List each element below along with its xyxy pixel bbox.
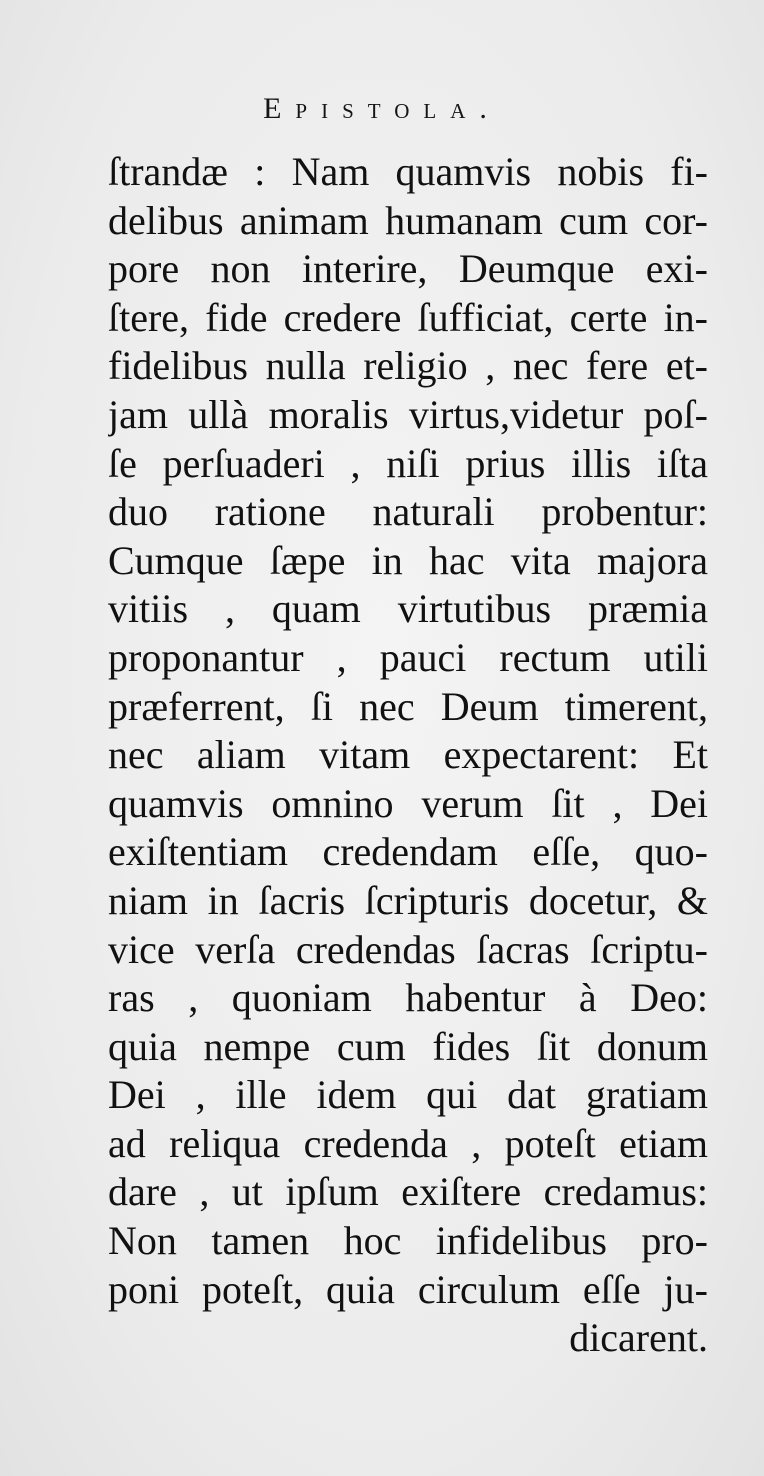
text-line: delibus animam humanam cum cor- bbox=[108, 197, 708, 243]
text-line: nec aliam vitam expectarent: Et bbox=[108, 732, 708, 778]
text-line: vice verſa credendas ſacras ſcriptu- bbox=[108, 926, 708, 972]
text-line: jam ullà moralis virtus,videtur poſ- bbox=[108, 391, 708, 437]
text-line: pore non interire, Deumque exi- bbox=[108, 246, 708, 292]
text-line: poni poteſt, quia circulum eſſe ju- bbox=[108, 1266, 708, 1312]
text-line: fidelibus nulla religio , nec fere et- bbox=[108, 343, 708, 389]
text-line: ſe perſuaderi , niſi prius illis iſta bbox=[108, 440, 708, 486]
text-line: quamvis omnino verum ſit , Dei bbox=[108, 780, 708, 826]
text-line: Cumque ſæpe in hac vita majora bbox=[108, 537, 708, 583]
text-line: proponantur , pauci rectum utili bbox=[108, 634, 708, 680]
text-line: vitiis , quam virtutibus præmia bbox=[108, 586, 708, 632]
running-head: Epistola. bbox=[263, 92, 501, 125]
text-line: præferrent, ſi nec Deum timerent, bbox=[108, 683, 708, 729]
text-line: exiſtentiam credendam eſſe, quo- bbox=[108, 829, 708, 875]
text-line: niam in ſacris ſcripturis docetur, & bbox=[108, 877, 708, 923]
text-line: Non tamen hoc infidelibus pro- bbox=[108, 1218, 708, 1264]
text-line: ſtere, fide credere ſufficiat, certe in- bbox=[108, 294, 708, 340]
text-line: duo ratione naturali probentur: bbox=[108, 489, 708, 535]
text-line: ad reliqua credenda , poteſt etiam bbox=[108, 1120, 708, 1166]
text-line: Dei , ille idem qui dat gratiam bbox=[108, 1072, 708, 1118]
text-line: ſtrandæ : Nam quamvis nobis fi- bbox=[108, 149, 708, 194]
body-text bbox=[108, 148, 708, 1363]
text-line-final: dicarent. bbox=[569, 1315, 708, 1361]
text-line: ras , quoniam habentur à Deo: bbox=[108, 975, 708, 1021]
text-line: dare , ut ipſum exiſtere credamus: bbox=[108, 1169, 708, 1215]
text-line: quia nempe cum fides ſit donum bbox=[108, 1023, 708, 1069]
